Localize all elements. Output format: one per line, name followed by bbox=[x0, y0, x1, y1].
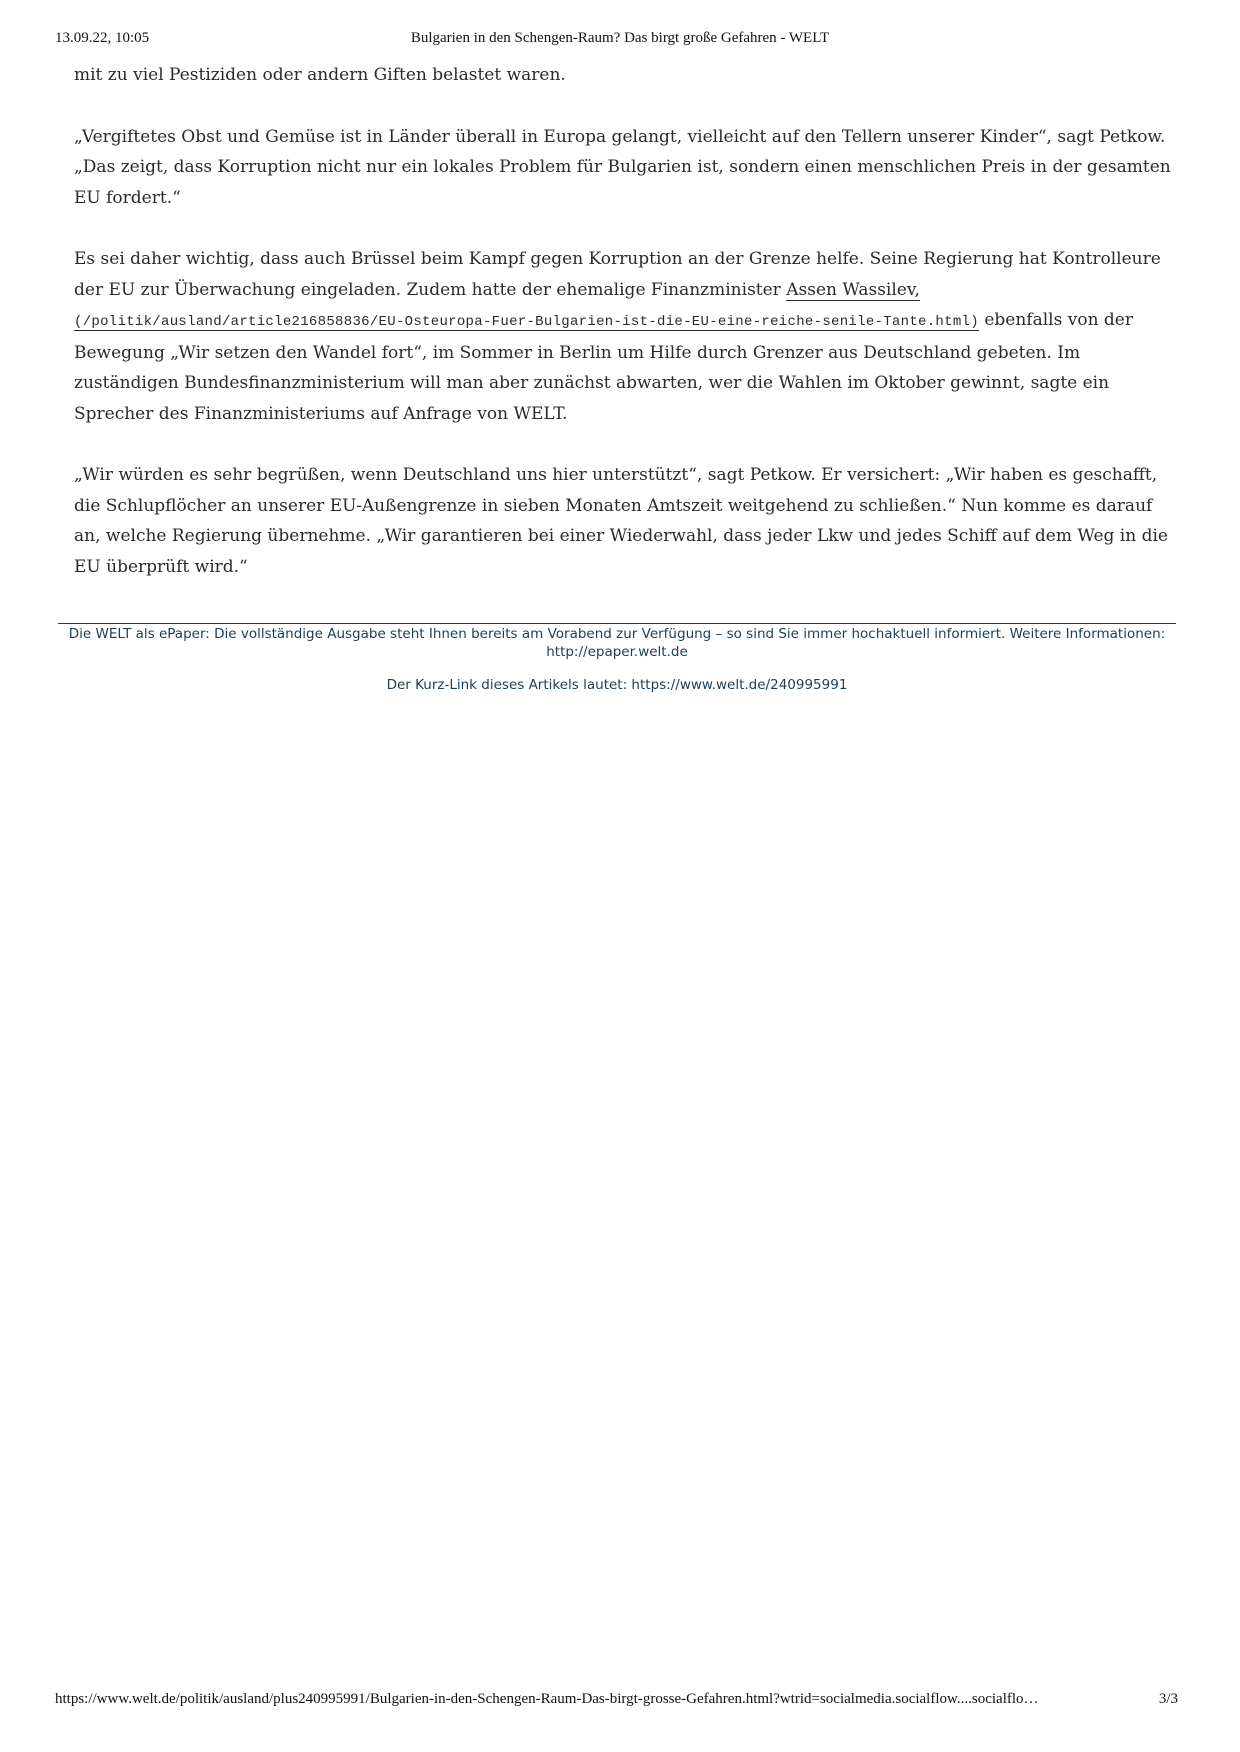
article-paragraph: mit zu viel Pestiziden oder andern Giften belastet waren. bbox=[74, 65, 566, 85]
link-text[interactable]: Assen Wassilev, bbox=[786, 279, 920, 300]
short-link-note: Der Kurz-Link dieses Artikels lautet: https://www.welt.de/240995991 bbox=[386, 677, 848, 693]
paragraph-text: Es sei daher wichtig, dass auch Brüssel beim Kampf gegen Korruption an der Grenze helfe. Seine Regierung hat Kontrolleure der EU zur Überwachung eingeladen. Zudem hatte der ehemalige Finanzminister bbox=[74, 249, 1161, 300]
article-body bbox=[74, 60, 1174, 613]
epaper-note: Die WELT als ePaper: Die vollständige Ausgabe steht Ihnen bereits am Vorabend zur Verfügung – so sind Sie immer hochaktuell informiert. Weitere Informationen: http://epaper.welt.de bbox=[68, 626, 1166, 660]
paragraph-text: ebenfalls von der Bewegung „Wir setzen den Wandel fort“, im Sommer in Berlin um Hilfe durch Grenzer aus Deutschland gebeten. Im zuständigen Bundesfinanzministerium will man aber zunächst abwarten, wer die Wahlen im Oktober gewinnt, sagte ein Sprecher des Finanzministeriums auf Anfrage von WELT. bbox=[74, 310, 1133, 424]
article-paragraph bbox=[74, 244, 1174, 429]
article-paragraph: „Vergiftetes Obst und Gemüse ist in Länder überall in Europa gelangt, vielleicht auf den Tellern unserer Kinder“, sagt Petkow. „Das zeigt, dass Korruption nicht nur ein lokales Problem für Bulgarien ist, sondern einen menschlichen Preis in der gesamten EU fordert.“ bbox=[74, 126, 1171, 208]
page-number: 3/3 bbox=[1158, 1691, 1178, 1707]
divider bbox=[58, 623, 1176, 624]
article-paragraph: „Wir würden es sehr begrüßen, wenn Deutschland uns hier unterstützt“, sagt Petkow. Er versichert: „Wir haben es geschafft, die Schlupflöcher an unserer EU-Außengrenze in sieben Monaten Amtszeit weitgehend zu schließen.“ Nun komme es darauf an, welche Regierung übernehme. „Wir garantieren bei einer Wiederwahl, dass jeder Lkw und jedes Schiff auf dem Weg in die EU überprüft wird.“ bbox=[74, 465, 1168, 577]
print-url: https://www.welt.de/politik/ausland/plus240995991/Bulgarien-in-den-Schengen-Raum-Das-birgt-grosse-Gefahren.html?wtrid=socialmedia.socialflow....socialflo… bbox=[55, 1691, 1039, 1707]
print-datetime: 13.09.22, 10:05 bbox=[55, 30, 150, 46]
link-url[interactable]: (/politik/ausland/article216858836/EU-Osteuropa-Fuer-Bulgarien-ist-die-EU-eine-reiche-senile-Tante.html) bbox=[74, 314, 979, 330]
print-page-title: Bulgarien in den Schengen-Raum? Das birgt große Gefahren - WELT bbox=[410, 30, 830, 46]
